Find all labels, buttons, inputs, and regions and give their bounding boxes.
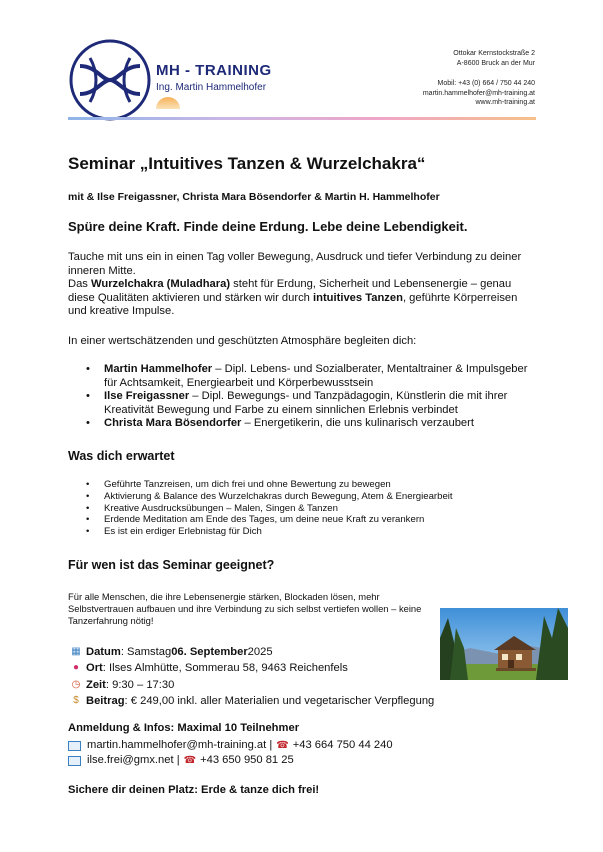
calendar-icon: ▦ bbox=[71, 646, 81, 657]
mobile-number: Mobil: +43 (0) 664 / 750 44 240 bbox=[437, 80, 535, 87]
address-line: Ottokar Kernstockstraße 2 bbox=[453, 50, 535, 57]
leader-name: Christa Mara Bösendorfer bbox=[104, 417, 242, 430]
page-title: Seminar „Intuitives Tanzen & Wurzelchakra“ bbox=[68, 154, 426, 173]
contact-phone-link[interactable]: +43 664 750 44 240 bbox=[292, 739, 393, 751]
list-item: • Es ist ein erdiger Erlebnistag für Dich bbox=[68, 526, 538, 538]
intro-text-part: , geführte Körperreisen und kreative Impulse. bbox=[68, 291, 518, 318]
date-value: 06. September bbox=[171, 646, 248, 658]
expect-heading: Was dich erwartet bbox=[68, 449, 175, 463]
place-value: : Ilses Almhütte, Sommerau 58, 9463 Reichenfels bbox=[102, 662, 348, 675]
date-label: Datum bbox=[86, 646, 121, 658]
fee-value: : € 249,00 inkl. aller Materialien und vegetarischer Verpflegung bbox=[124, 695, 435, 708]
intro-paragraph-1: Tauche mit uns ein in einen Tag voller Bewegung, Ausdruck und tiefer Verbindung zu deiner inneren Mitte. bbox=[68, 251, 522, 277]
intro-text bbox=[68, 251, 538, 319]
header-web-link[interactable]: www.mh-training.at bbox=[475, 99, 535, 106]
intro-paragraph-3: In einer wertschätzenden und geschützten Atmosphäre begleiten dich: bbox=[68, 335, 417, 347]
list-item bbox=[68, 390, 538, 417]
for-whom-text: Für alle Menschen, die ihre Lebensenergie stärken, Blockaden lösen, mehr Selbstvertrauen aufbauen und ihre Verbindung zu sich selbst vertiefen wollen – keine Tanzerfahrung nötig! bbox=[68, 591, 422, 627]
contact-row bbox=[68, 753, 393, 768]
intro-bold: Wurzelchakra (Muladhara) bbox=[91, 278, 231, 291]
list-item bbox=[68, 363, 538, 390]
list-item: • Kreative Ausdrucksübungen – Malen, Singen & Tanzen bbox=[68, 503, 538, 515]
time-row bbox=[68, 677, 548, 693]
brand-subtitle: Ing. Martin Hammelhofer bbox=[156, 82, 267, 93]
money-bag-icon: $ bbox=[73, 695, 79, 707]
email-icon bbox=[68, 756, 81, 766]
intro-text-part: Das bbox=[68, 278, 92, 291]
list-item: • Aktivierung & Balance des Wurzelchakras durch Bewegung, Atem & Energiearbeit bbox=[68, 491, 538, 503]
intro-bold: intuitives Tanzen bbox=[313, 291, 403, 304]
header-email-link[interactable]: martin.hammelhofer@mh-training.at bbox=[422, 89, 535, 97]
place-label: Ort bbox=[86, 662, 103, 675]
date-pre: : Samstag bbox=[120, 646, 172, 658]
address-line: A-8600 Bruck an der Mur bbox=[456, 59, 535, 67]
contact-phone-link[interactable]: +43 650 950 81 25 bbox=[200, 754, 294, 767]
clock-icon: ◷ bbox=[71, 678, 81, 690]
time-label: Zeit bbox=[86, 678, 106, 691]
for-whom-heading: Für wen ist das Seminar geeignet? bbox=[68, 558, 275, 572]
date-year: 2025 bbox=[247, 646, 273, 658]
list-item bbox=[68, 417, 538, 431]
closing-line: Sichere dir deinen Platz: Erde & tanze dich frei! bbox=[68, 784, 320, 796]
brand-name: MH - TRAINING bbox=[156, 62, 272, 79]
leader-desc: – Energetikerin, die uns kulinarisch verzaubert bbox=[241, 417, 474, 430]
email-icon bbox=[68, 741, 81, 751]
list-item: • Erdende Meditation am Ende des Tages, um deine neue Kraft zu verankern bbox=[68, 514, 538, 526]
leader-desc: – Dipl. Bewegungs- und Tanzpädagogin, Künstlerin die mit ihrer Kreativität Bewegung und Farbe zu einem sinnlichen Erlebnis verbindet bbox=[104, 390, 508, 416]
address-block bbox=[453, 49, 535, 68]
intro-text-part: steht für Erdung, Sicherheit und Lebensenergie – genau diese Qualitäten aktivieren und stärken wir durch bbox=[68, 278, 512, 304]
mh-infinity-logo-icon bbox=[68, 38, 152, 122]
phone-icon: ☎ bbox=[183, 755, 197, 767]
header-divider bbox=[68, 117, 536, 120]
pin-icon: ● bbox=[72, 662, 80, 674]
tagline: Spüre deine Kraft. Finde deine Erdung. Lebe deine Lebendigkeit. bbox=[68, 219, 468, 234]
fee-row bbox=[68, 693, 548, 709]
leaders-list bbox=[68, 363, 538, 431]
list-item: • Geführte Tanzreisen, um dich frei und ohne Bewertung zu bewegen bbox=[68, 479, 538, 491]
contact-row bbox=[68, 738, 393, 753]
leader-name: Martin Hammelhofer bbox=[104, 363, 213, 375]
expect-list bbox=[68, 479, 538, 538]
leader-desc: – Dipl. Lebens- und Sozialberater, Mentaltrainer & Impulsgeber für Achtsamkeit, Energiearbeit und Körperbewusstsein bbox=[104, 363, 528, 389]
date-row bbox=[68, 644, 548, 660]
contact-block bbox=[423, 79, 535, 108]
time-value: : 9:30 – 17:30 bbox=[105, 678, 175, 691]
phone-icon: ☎ bbox=[276, 740, 289, 751]
leader-name: Ilse Freigassner bbox=[104, 390, 190, 403]
fee-label: Beitrag bbox=[86, 695, 125, 708]
contact-email-link[interactable]: martin.hammelhofer@mh-training.at | bbox=[87, 739, 273, 751]
sun-icon bbox=[156, 97, 180, 109]
registration-heading: Anmeldung & Infos: Maximal 10 Teilnehmer bbox=[68, 722, 300, 734]
details-block bbox=[68, 644, 548, 710]
registration-contacts bbox=[68, 738, 393, 768]
contact-email-link[interactable]: ilse.frei@gmx.net | bbox=[87, 754, 180, 767]
place-row bbox=[68, 660, 548, 676]
leaders-line: mit & Ilse Freigassner, Christa Mara Bösendorfer & Martin H. Hammelhofer bbox=[68, 191, 440, 203]
